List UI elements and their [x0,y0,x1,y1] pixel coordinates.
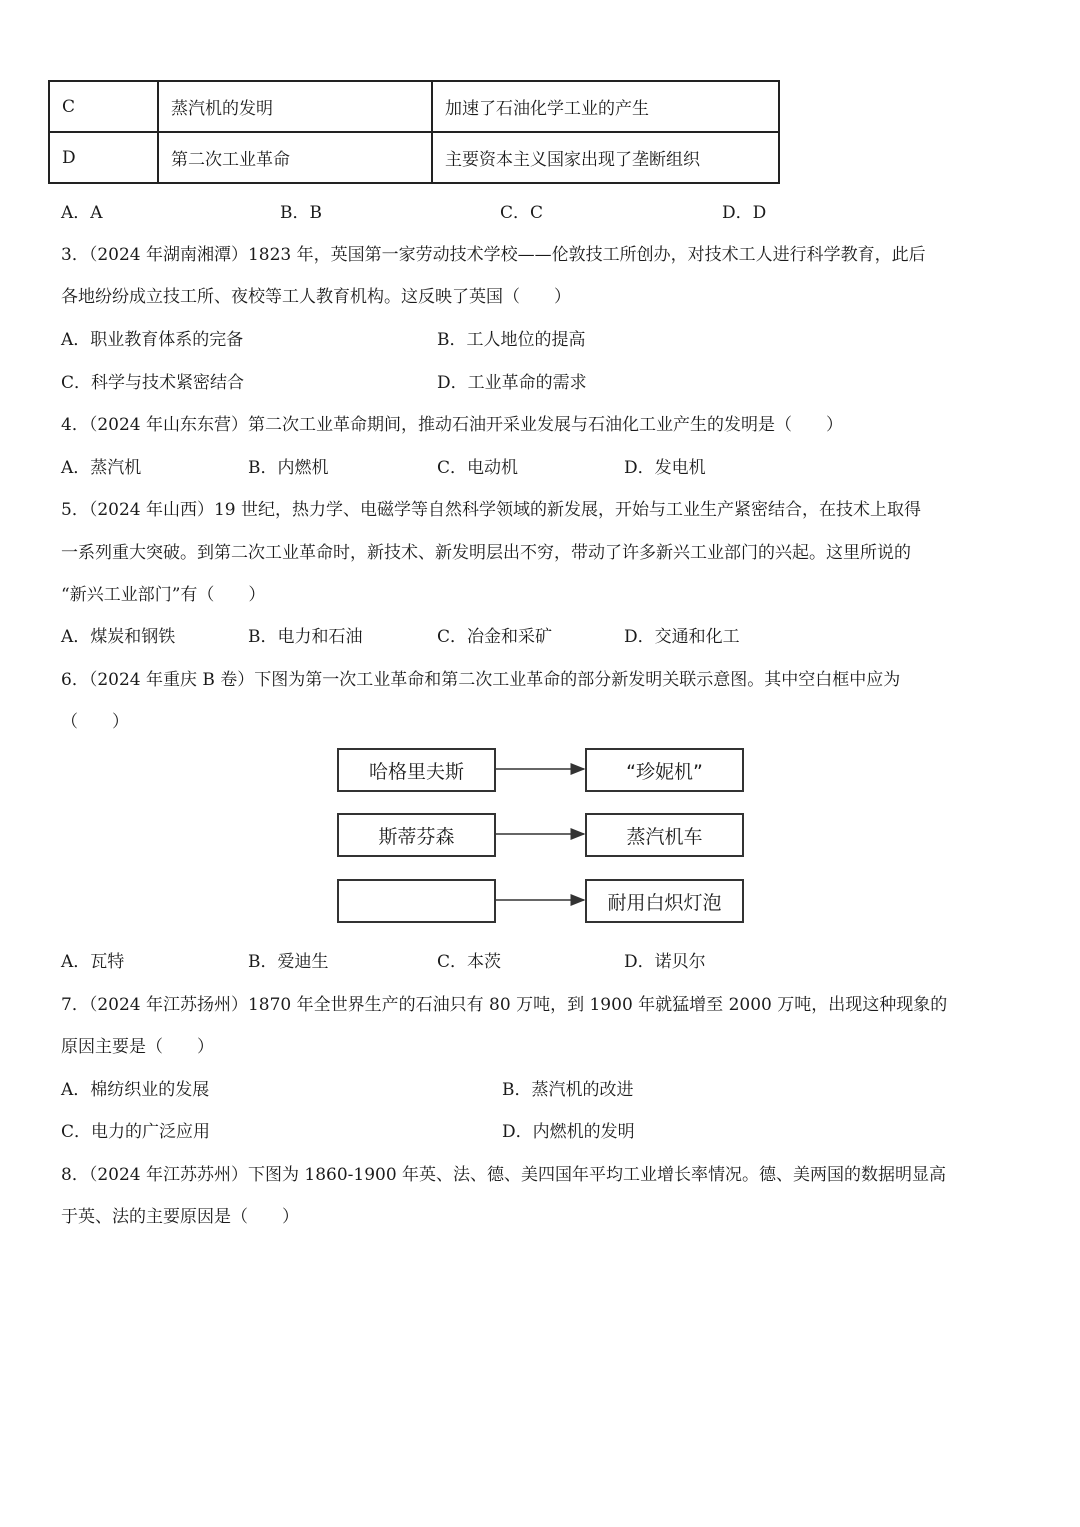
q2-option-d[interactable]: D．D [722,203,767,223]
q6-option-b[interactable]: B．爱迪生 [248,952,329,972]
diagram-right-box-1: “珍妮机” [585,748,744,792]
q3-stem-line2: 各地纷纷成立技工所、夜校等工人教育机构。这反映了英国（ ） [61,287,571,307]
q5-option-d[interactable]: D．交通和化工 [624,627,740,647]
q3-option-a[interactable]: A．职业教育体系的完备 [61,330,244,350]
q5-stem-line2: 一系列重大突破。到第二次工业革命时，新技术、新发明层出不穷，带动了许多新兴工业部门的兴起。这里所说的 [61,543,911,563]
q4-option-d[interactable]: D．发电机 [624,458,706,478]
q2-option-a[interactable]: A．A [61,203,103,223]
q6-option-c[interactable]: C．本茨 [437,952,502,972]
q5-option-b[interactable]: B．电力和石油 [248,627,363,647]
q4-option-a[interactable]: A．蒸汽机 [61,458,142,478]
diagram-left-box-blank [337,879,496,923]
q2-option-c[interactable]: C．C [500,203,544,223]
q3-option-b[interactable]: B．工人地位的提高 [437,330,586,350]
diagram-left-box-2: 斯蒂芬森 [337,813,496,857]
q4-option-c[interactable]: C．电动机 [437,458,519,478]
q5-stem-line1: 5．（2024 年山西）19 世纪，热力学、电磁学等自然科学领域的新发展，开始与工业生产紧密结合，在技术上取得 [61,500,922,520]
q6-stem-line1: 6．（2024 年重庆 B 卷）下图为第一次工业革命和第二次工业革命的部分新发明关联示意图。其中空白框中应为 [61,670,901,690]
q3-stem-line1: 3．（2024 年湖南湘潭）1823 年，英国第一家劳动技术学校——伦敦技工所创办，对技术工人进行科学教育，此后 [61,245,926,265]
q7-option-a[interactable]: A．棉纺织业的发展 [61,1080,210,1100]
q7-option-d[interactable]: D．内燃机的发明 [502,1122,635,1142]
q8-stem-line2: 于英、法的主要原因是（ ） [61,1207,299,1227]
q6-option-a[interactable]: A．瓦特 [61,952,125,972]
q4-stem-line1: 4．（2024 年山东东营）第二次工业革命期间，推动石油开采业发展与石油化工业产生的发明是（ ） [61,415,843,435]
q4-option-b[interactable]: B．内燃机 [248,458,329,478]
row-label: C [49,81,158,132]
row-label: D [49,132,158,183]
q7-stem-line2: 原因主要是（ ） [61,1037,214,1057]
q3-option-c[interactable]: C．科学与技术紧密结合 [61,373,245,393]
row-event: 蒸汽机的发明 [158,81,432,132]
diagram-right-box-2: 蒸汽机车 [585,813,744,857]
q5-stem-line3: “新兴工业部门”有（ ） [61,585,266,605]
q7-stem-line1: 7．（2024 年江苏扬州）1870 年全世界生产的石油只有 80 万吨，到 1900 年就猛增至 2000 万吨，出现这种现象的 [61,995,948,1015]
row-effect: 主要资本主义国家出现了垄断组织 [432,132,779,183]
row-event: 第二次工业革命 [158,132,432,183]
q3-option-d[interactable]: D．工业革命的需求 [437,373,587,393]
q5-option-c[interactable]: C．冶金和采矿 [437,627,553,647]
q6-option-d[interactable]: D．诺贝尔 [624,952,706,972]
q7-option-b[interactable]: B．蒸汽机的改进 [502,1080,634,1100]
diagram-left-box-1: 哈格里夫斯 [337,748,496,792]
q5-option-a[interactable]: A．煤炭和钢铁 [61,627,176,647]
q7-option-c[interactable]: C．电力的广泛应用 [61,1122,211,1142]
q6-stem-line2: （ ） [61,712,129,732]
q2-option-b[interactable]: B．B [280,203,322,223]
q8-stem-line1: 8．（2024 年江苏苏州）下图为 1860-1900 年英、法、德、美四国年平均工业增长率情况。德、美两国的数据明显高 [61,1165,947,1185]
diagram-right-box-3: 耐用白炽灯泡 [585,879,744,923]
row-effect: 加速了石油化学工业的产生 [432,81,779,132]
